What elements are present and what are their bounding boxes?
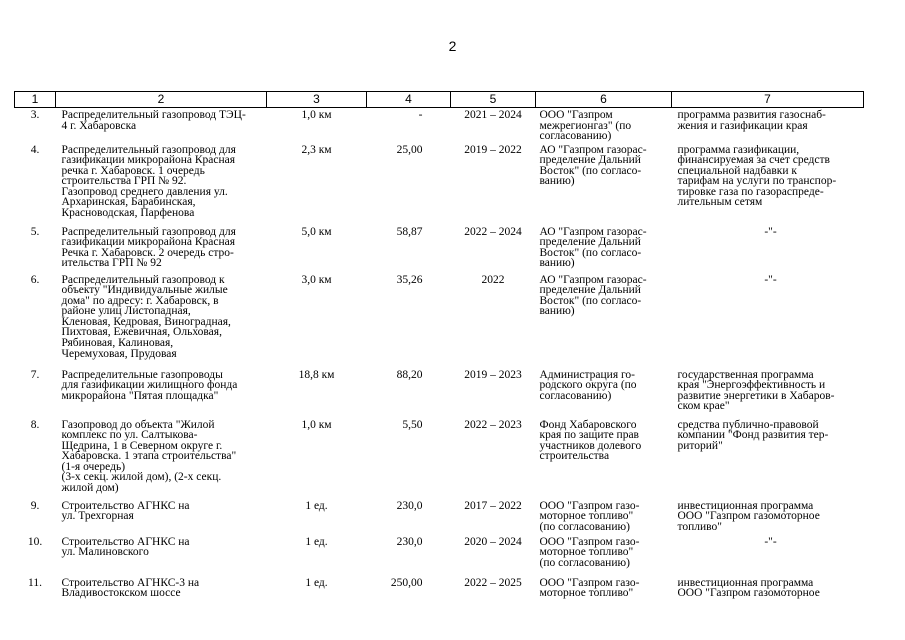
table-row <box>15 273 864 368</box>
object-name <box>56 143 267 225</box>
cost-value-label: 230,0 <box>396 499 423 512</box>
executor-text <box>536 418 672 499</box>
row-number <box>15 576 56 606</box>
funding-source-text-label: -"- <box>764 225 777 238</box>
funding-source-text <box>672 499 864 535</box>
period-value <box>451 368 536 418</box>
capacity-value-label: 1 ед. <box>305 535 328 548</box>
period-value-label: 2022 – 2025 <box>464 576 522 589</box>
row-number-label: 6. <box>30 273 40 286</box>
program-table <box>14 91 864 606</box>
cost-value <box>367 225 451 273</box>
object-name <box>56 108 267 143</box>
cost-value <box>367 499 451 535</box>
table-header-row <box>15 92 864 108</box>
column-header: 4 <box>367 92 451 108</box>
capacity-value <box>267 143 367 225</box>
capacity-value <box>267 108 367 143</box>
cost-value <box>367 108 451 143</box>
cost-value <box>367 143 451 225</box>
cost-value <box>367 273 451 368</box>
funding-source-text-label: средства публично-правовой компании "Фонд развития тер- риторий" <box>677 418 829 452</box>
funding-source-text <box>672 225 864 273</box>
cost-value <box>367 535 451 576</box>
period-value-label: 2017 – 2022 <box>464 499 522 512</box>
object-name <box>56 225 267 273</box>
capacity-value <box>267 418 367 499</box>
capacity-value <box>267 368 367 418</box>
object-name-label: Распределительный газопровод ТЭЦ- 4 г. Хабаровска <box>61 109 246 132</box>
cost-value-label: - <box>418 109 423 121</box>
capacity-value-label: 2,3 км <box>301 143 332 156</box>
period-value-label: 2021 – 2024 <box>464 109 522 121</box>
executor-text <box>536 576 672 606</box>
period-value <box>451 273 536 368</box>
object-name <box>56 576 267 606</box>
funding-source-text-label: -"- <box>764 273 777 286</box>
capacity-value-label: 18,8 км <box>298 368 335 381</box>
row-number-label: 10. <box>27 535 43 548</box>
executor-text <box>536 535 672 576</box>
period-value <box>451 225 536 273</box>
capacity-value-label: 5,0 км <box>301 225 332 238</box>
capacity-value-label: 1 ед. <box>305 576 328 589</box>
funding-source-text <box>672 143 864 225</box>
column-header: 6 <box>536 92 672 108</box>
executor-text-label: АО "Газпром газорас- пределение Дальний Восток" (по согласо- ванию) <box>539 225 647 270</box>
column-header: 1 <box>15 92 56 108</box>
table-row <box>15 368 864 418</box>
object-name <box>56 499 267 535</box>
period-value-label: 2019 – 2022 <box>464 143 522 156</box>
column-header: 2 <box>56 92 267 108</box>
table-row <box>15 576 864 606</box>
row-number-label: 9. <box>30 499 40 512</box>
cost-value <box>367 576 451 606</box>
capacity-value <box>267 225 367 273</box>
row-number <box>15 499 56 535</box>
table-row <box>15 225 864 273</box>
period-value <box>451 143 536 225</box>
object-name-label: Распределительный газопровод к объекту "Индивидуальные жилые дома" по адресу: г. Хабаровск, в районе улиц Листопадная, Кленовая, Кедровая, Виноградная, Пихтовая, Ежевичная, Ольховая, Рябиновая, Калиновая, Черемуховая, Прудовая <box>61 273 231 360</box>
executor-text <box>536 225 672 273</box>
funding-source-text-label: программа развития газоснаб- жения и газификации края <box>677 109 826 132</box>
table-row <box>15 499 864 535</box>
funding-source-text <box>672 273 864 368</box>
funding-source-text-label: инвестиционная программа ООО "Газпром газомоторное топливо" <box>677 499 820 533</box>
object-name-label: Строительство АГНКС на ул. Малиновского <box>61 535 190 559</box>
capacity-value <box>267 273 367 368</box>
capacity-value-label: 1 ед. <box>305 499 328 512</box>
executor-text-label: ООО "Газпром газо- моторное топливо" (по согласованию) <box>539 499 640 533</box>
funding-source-text-label: государственная программа края "Энергоэффективность и развитие энергетики в Хабаров- ском крае" <box>677 368 835 413</box>
row-number <box>15 535 56 576</box>
period-value-label: 2022 – 2023 <box>464 418 522 431</box>
object-name-label: Распределительный газопровод для газификации микрорайона Красная речка г. Хабаровск. 1 очередь строительства ГРП № 92. Газопровод среднего давления ул. Архаринская, Барабинская, Красноводская, Парфенова <box>61 143 236 220</box>
executor-text-label: ООО "Газпром газо- моторное топливо" <box>539 576 640 600</box>
executor-text <box>536 273 672 368</box>
cost-value-label: 230,0 <box>396 535 423 548</box>
executor-text-label: Фонд Хабаровского края по защите прав участников долевого строительства <box>539 418 642 463</box>
funding-source-text-label: программа газификации, финансируемая за счет средств специальной надбавки к тарифам на услуги по транспор- тировке газа по газораспреде- лительным сетям <box>677 143 837 209</box>
capacity-value <box>267 499 367 535</box>
cost-value <box>367 418 451 499</box>
cost-value-label: 35,26 <box>396 273 423 286</box>
period-value-label: 2022 – 2024 <box>464 225 522 238</box>
period-value-label: 2020 – 2024 <box>464 535 522 548</box>
funding-source-text <box>672 535 864 576</box>
row-number-label: 7. <box>30 368 40 381</box>
funding-source-text <box>672 418 864 499</box>
executor-text-label: ООО "Газпром газо- моторное топливо" (по согласованию) <box>539 535 640 569</box>
period-value <box>451 418 536 499</box>
period-value-label: 2019 – 2023 <box>464 368 522 381</box>
table-row <box>15 418 864 499</box>
object-name <box>56 273 267 368</box>
row-number <box>15 108 56 143</box>
period-value <box>451 108 536 143</box>
object-name <box>56 368 267 418</box>
capacity-value <box>267 576 367 606</box>
cost-value-label: 250,00 <box>390 576 423 589</box>
row-number <box>15 225 56 273</box>
funding-source-text-label: -"- <box>764 535 777 548</box>
row-number <box>15 273 56 368</box>
cost-value-label: 88,20 <box>396 368 423 381</box>
object-name <box>56 535 267 576</box>
cost-value-label: 5,50 <box>402 418 423 431</box>
column-header: 5 <box>451 92 536 108</box>
period-value <box>451 499 536 535</box>
capacity-value-label: 1,0 км <box>301 109 332 121</box>
row-number-label: 8. <box>30 418 40 431</box>
table-row <box>15 108 864 143</box>
executor-text-label: АО "Газпром газорас- пределение Дальний Восток" (по согласо- ванию) <box>539 143 647 188</box>
row-number-label: 4. <box>30 143 40 156</box>
object-name-label: Распределительный газопровод для газификации микрорайона Красная Речка г. Хабаровск. 2 очередь стро- ительства ГРП № 92 <box>61 225 236 270</box>
column-header: 3 <box>267 92 367 108</box>
funding-source-text <box>672 576 864 606</box>
period-value <box>451 576 536 606</box>
executor-text <box>536 368 672 418</box>
row-number-label: 5. <box>30 225 40 238</box>
table-row <box>15 143 864 225</box>
executor-text-label: ООО "Газпром межрегионгаз" (по согласованию) <box>539 109 632 143</box>
row-number-label: 11. <box>28 576 42 589</box>
funding-source-text-label: инвестиционная программа ООО "Газпром газомоторное <box>677 576 820 600</box>
capacity-value-label: 3,0 км <box>301 273 332 286</box>
executor-text <box>536 143 672 225</box>
row-number <box>15 418 56 499</box>
table-row <box>15 535 864 576</box>
executor-text-label: Администрация го- родского округа (по согласованию) <box>539 368 637 402</box>
funding-source-text <box>672 108 864 143</box>
object-name-label: Газопровод до объекта "Жилой комплекс по ул. Салтыкова- Щедрина, 1 в Северном округе г. Хабаровска. 1 этапа строительства" (1-я очередь) (3-х секц. жилой дом), (2-х секц. жилой дом) <box>61 418 237 495</box>
object-name-label: Строительство АГНКС на ул. Трехгорная <box>61 499 190 523</box>
object-name-label: Строительство АГНКС-3 на Владивостокском шоссе <box>61 576 200 600</box>
object-name-label: Распределительные газопроводы для газификации жилищного фонда микрорайона "Пятая площадка" <box>61 368 238 402</box>
executor-text <box>536 108 672 143</box>
cost-value <box>367 368 451 418</box>
period-value-label: 2022 <box>481 273 505 286</box>
capacity-value <box>267 535 367 576</box>
row-number <box>15 368 56 418</box>
row-number-label: 3. <box>30 109 40 121</box>
executor-text <box>536 499 672 535</box>
funding-source-text <box>672 368 864 418</box>
cost-value-label: 58,87 <box>396 225 423 238</box>
column-header: 7 <box>672 92 864 108</box>
object-name <box>56 418 267 499</box>
page-number: 2 <box>448 38 457 54</box>
cost-value-label: 25,00 <box>396 143 423 156</box>
row-number <box>15 143 56 225</box>
capacity-value-label: 1,0 км <box>301 418 332 431</box>
executor-text-label: АО "Газпром газорас- пределение Дальний Восток" (по согласо- ванию) <box>539 273 647 318</box>
period-value <box>451 535 536 576</box>
